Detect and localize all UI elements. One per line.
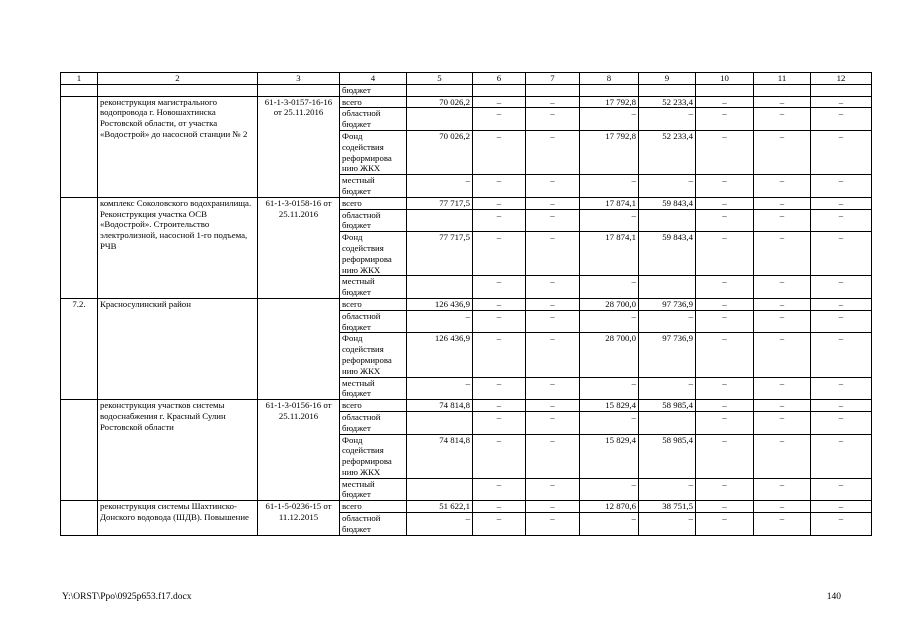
value-cell: – [754,411,811,434]
value-cell: – [407,513,473,536]
value-cell: – [754,96,811,108]
funding-source: областной бюджет [340,209,407,232]
column-header: 11 [754,73,811,85]
item-description: комплекс Соколовского водохранилища. Реконструкция участка ОСВ «Водострой». Строительство электролизной, насосной 1-го подъема, РЧВ [98,197,258,298]
funding-source: местный бюджет [340,276,407,299]
value-cell: – [526,175,580,198]
column-header: 4 [340,73,407,85]
value-cell: – [473,298,526,310]
value-cell: 17 874,1 [580,232,639,276]
funding-source: Фонд содействия реформирова нию ЖКХ [340,232,407,276]
column-header-row [61,73,872,85]
table-row [61,501,872,513]
value-cell: – [811,478,872,501]
value-cell: 97 736,9 [639,333,696,377]
value-cell: 74 814,8 [407,400,473,412]
value-cell: – [696,276,754,299]
value-cell [473,84,526,96]
value-cell: – [811,232,872,276]
value-cell: – [526,411,580,434]
value-cell: – [473,501,526,513]
value-cell: 28 700,0 [580,333,639,377]
value-cell [639,209,696,232]
value-cell: – [754,478,811,501]
value-cell [580,84,639,96]
value-cell: – [754,298,811,310]
value-cell: – [696,197,754,209]
item-description: Красносулинский район [98,298,258,399]
column-header: 7 [526,73,580,85]
value-cell: 38 751,5 [639,501,696,513]
document-reference: 61-1-3-0156-16 от 25.11.2016 [258,400,340,501]
value-cell [407,411,473,434]
value-cell: – [696,333,754,377]
value-cell: – [526,197,580,209]
value-cell: – [580,478,639,501]
value-cell: – [811,197,872,209]
value-cell: – [754,276,811,299]
value-cell: 126 436,9 [407,333,473,377]
table-row [61,400,872,412]
value-cell: – [526,209,580,232]
value-cell: – [473,400,526,412]
value-cell: 74 814,8 [407,434,473,478]
value-cell: – [580,513,639,536]
value-cell: – [473,513,526,536]
value-cell: – [811,434,872,478]
value-cell: – [639,108,696,131]
value-cell: – [639,513,696,536]
value-cell: – [696,478,754,501]
value-cell: 70 026,2 [407,96,473,108]
funding-source: всего [340,501,407,513]
value-cell: – [754,209,811,232]
value-cell: – [526,434,580,478]
page-number: 140 [826,592,841,602]
value-cell [639,411,696,434]
value-cell: – [580,175,639,198]
value-cell: – [811,513,872,536]
value-cell: – [696,377,754,400]
value-cell: – [526,96,580,108]
value-cell: – [473,108,526,131]
value-cell: – [696,310,754,333]
value-cell: – [754,232,811,276]
funding-source: Фонд содействия реформирова нию ЖКХ [340,333,407,377]
value-cell: 58 985,4 [639,400,696,412]
value-cell: 12 870,6 [580,501,639,513]
value-cell: – [811,377,872,400]
value-cell: – [696,513,754,536]
value-cell: – [580,310,639,333]
value-cell: – [526,501,580,513]
value-cell: 77 717,5 [407,232,473,276]
funding-source: всего [340,400,407,412]
value-cell: – [696,108,754,131]
value-cell: – [407,175,473,198]
value-cell: – [580,411,639,434]
value-cell: – [526,513,580,536]
value-cell [407,209,473,232]
value-cell: – [473,333,526,377]
value-cell: – [580,377,639,400]
value-cell: – [473,310,526,333]
value-cell: – [696,298,754,310]
value-cell: – [811,298,872,310]
value-cell: – [473,232,526,276]
value-cell: – [696,232,754,276]
funding-source: Фонд содействия реформирова нию ЖКХ [340,434,407,478]
funding-source: областной бюджет [340,411,407,434]
value-cell: – [473,130,526,174]
document-path: Y:\ORST\Ppo\0925p653.f17.docx [62,592,192,602]
funding-source: всего [340,96,407,108]
item-number [61,84,98,96]
value-cell: – [473,197,526,209]
value-cell: – [696,130,754,174]
value-cell: 58 985,4 [639,434,696,478]
column-header: 1 [61,73,98,85]
value-cell: – [526,400,580,412]
value-cell: – [473,175,526,198]
value-cell: – [526,276,580,299]
value-cell: – [811,333,872,377]
item-number [61,400,98,501]
value-cell: – [639,377,696,400]
value-cell: – [526,130,580,174]
column-header: 2 [98,73,258,85]
item-number [61,501,98,535]
value-cell: 59 843,4 [639,232,696,276]
value-cell: 126 436,9 [407,298,473,310]
value-cell [407,108,473,131]
value-cell: – [811,209,872,232]
funding-source: областной бюджет [340,513,407,536]
value-cell: – [811,175,872,198]
value-cell [407,276,473,299]
value-cell: – [580,276,639,299]
value-cell: – [696,96,754,108]
funding-source: областной бюджет [340,310,407,333]
value-cell: – [696,400,754,412]
value-cell: – [754,108,811,131]
value-cell: 59 843,4 [639,197,696,209]
item-description: реконструкция системы Шахтинско-Донского водовода (ШДВ). Повышение [98,501,258,535]
value-cell: – [473,377,526,400]
value-cell: – [526,232,580,276]
table-row [61,84,872,96]
value-cell [811,84,872,96]
value-cell: – [473,96,526,108]
value-cell: 77 717,5 [407,197,473,209]
value-cell: – [473,434,526,478]
value-cell [526,84,580,96]
table-row [61,298,872,310]
value-cell: – [811,108,872,131]
value-cell [696,84,754,96]
value-cell: – [811,96,872,108]
value-cell: – [811,501,872,513]
value-cell: – [696,501,754,513]
value-cell: – [811,411,872,434]
value-cell: – [811,400,872,412]
value-cell: 17 792,8 [580,130,639,174]
value-cell: – [580,209,639,232]
value-cell: – [754,310,811,333]
value-cell: – [473,411,526,434]
value-cell [639,276,696,299]
value-cell: – [526,478,580,501]
value-cell: – [639,478,696,501]
value-cell: – [696,411,754,434]
value-cell: – [696,175,754,198]
value-cell [754,84,811,96]
value-cell: – [407,310,473,333]
value-cell: – [526,377,580,400]
value-cell: 70 026,2 [407,130,473,174]
value-cell: – [754,400,811,412]
value-cell: – [526,333,580,377]
value-cell: – [754,513,811,536]
funding-source: бюджет [340,84,407,96]
value-cell: – [473,209,526,232]
budget-table [60,72,872,536]
value-cell: – [811,130,872,174]
value-cell: 52 233,4 [639,96,696,108]
item-number: 7.2. [61,298,98,399]
table-row [61,197,872,209]
document-reference [258,84,340,96]
value-cell: – [754,333,811,377]
value-cell [407,84,473,96]
funding-source: местный бюджет [340,175,407,198]
value-cell: – [811,310,872,333]
value-cell: – [407,377,473,400]
column-header: 8 [580,73,639,85]
value-cell: 52 233,4 [639,130,696,174]
value-cell: 97 736,9 [639,298,696,310]
item-number [61,96,98,197]
value-cell [639,84,696,96]
value-cell: – [639,310,696,333]
column-header: 12 [811,73,872,85]
value-cell: – [473,478,526,501]
value-cell: – [473,276,526,299]
value-cell: – [754,175,811,198]
value-cell: – [696,209,754,232]
value-cell: – [754,377,811,400]
value-cell: 28 700,0 [580,298,639,310]
column-header: 10 [696,73,754,85]
value-cell: – [526,298,580,310]
item-description: реконструкция участков системы водоснабжения г. Красный Сулин Ростовской области [98,400,258,501]
value-cell: – [696,434,754,478]
document-reference [258,298,340,399]
value-cell: – [526,108,580,131]
column-header: 6 [473,73,526,85]
column-header: 9 [639,73,696,85]
value-cell: – [754,434,811,478]
table-row [61,96,872,108]
funding-source: всего [340,298,407,310]
document-reference: 61-1-3-0157-16-16 от 25.11.2016 [258,96,340,197]
item-description: реконструкция магистрального водопровода г. Новошахтинска Ростовской области, от участка «Водострой» до насосной станции № 2 [98,96,258,197]
value-cell: – [811,276,872,299]
value-cell: – [639,175,696,198]
value-cell: – [754,130,811,174]
column-header: 5 [407,73,473,85]
value-cell: – [754,501,811,513]
value-cell: 51 622,1 [407,501,473,513]
value-cell: – [526,310,580,333]
column-header: 3 [258,73,340,85]
value-cell: 15 829,4 [580,434,639,478]
document-reference: 61-1-3-0158-16 от 25.11.2016 [258,197,340,298]
funding-source: областной бюджет [340,108,407,131]
funding-source: Фонд содействия реформирова нию ЖКХ [340,130,407,174]
value-cell: 15 829,4 [580,400,639,412]
value-cell [407,478,473,501]
document-reference: 61-1-5-0236-15 от 11.12.2015 [258,501,340,535]
item-description [98,84,258,96]
funding-source: местный бюджет [340,478,407,501]
value-cell: – [580,108,639,131]
value-cell: 17 792,8 [580,96,639,108]
value-cell: 17 874,1 [580,197,639,209]
funding-source: местный бюджет [340,377,407,400]
funding-source: всего [340,197,407,209]
value-cell: – [754,197,811,209]
item-number [61,197,98,298]
